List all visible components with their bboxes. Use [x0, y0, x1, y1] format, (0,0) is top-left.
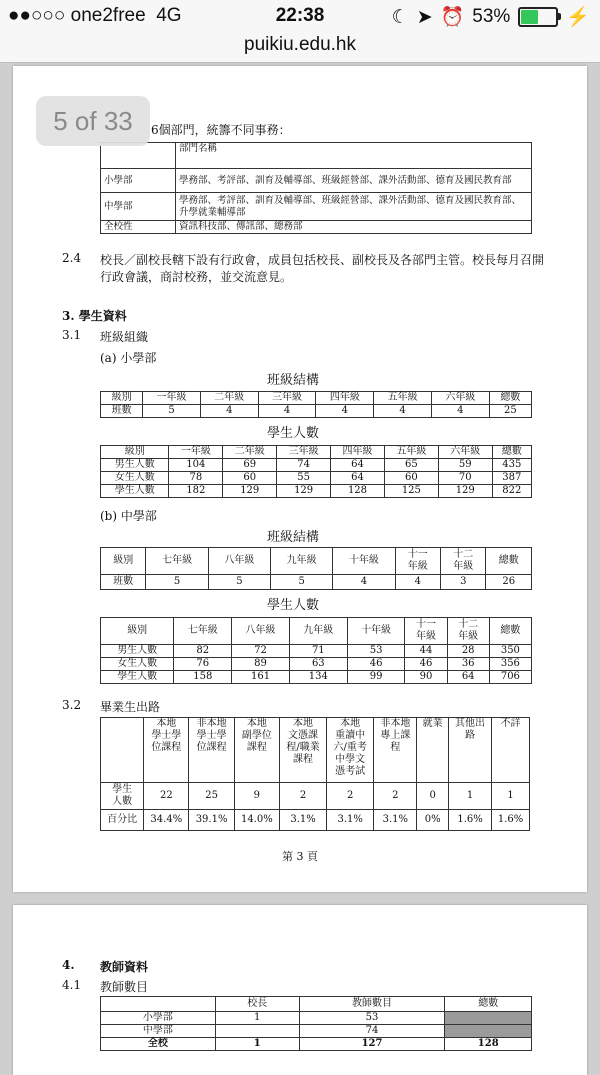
table-cell: 64 — [331, 472, 385, 485]
subsection-title: 畢業生出路 — [100, 700, 161, 714]
table-cell: 4 — [333, 575, 395, 590]
table-cell: 36 — [447, 658, 489, 671]
table-cell: 90 — [405, 671, 447, 684]
table-cell: 非本地 學士學 位課程 — [189, 718, 234, 783]
table-cell: 1.6% — [448, 810, 491, 831]
table-cell: 9 — [234, 783, 279, 810]
dept-row-value: 學務部、考評部、訓育及輔導部、班級經營部、課外活動部、德育及國民教育部、升學就業輔導部 — [176, 193, 532, 221]
table-cell: 63 — [289, 658, 347, 671]
table-cell: 級別 — [101, 446, 169, 459]
table-cell: 十一 年級 — [395, 548, 440, 575]
table-cell: 三年級 — [258, 392, 316, 405]
table-cell: 69 — [223, 459, 277, 472]
table-row — [101, 645, 532, 658]
table-cell — [101, 718, 144, 783]
table-cell: 學生人數 — [101, 671, 174, 684]
table-cell: 1 — [448, 783, 491, 810]
table-row — [101, 575, 532, 590]
table-cell — [445, 1025, 532, 1038]
intro-text: 6個部門，統籌不同事務： — [151, 123, 291, 137]
secondary-class-title: 班級結構 — [266, 530, 319, 545]
table-row — [101, 1025, 532, 1038]
alarm-clock-icon: ⏰ — [440, 7, 465, 28]
table-row — [101, 1012, 532, 1025]
table-header-row — [101, 718, 530, 783]
primary-student-title: 學生人數 — [266, 426, 319, 441]
table-cell: 822 — [492, 485, 531, 498]
table-cell: 班數 — [101, 575, 146, 590]
table-cell: 60 — [384, 472, 438, 485]
table-cell: 男生人數 — [101, 459, 169, 472]
table-cell: 5 — [143, 405, 201, 418]
table-cell: 四年級 — [331, 446, 385, 459]
table-cell: 387 — [492, 472, 531, 485]
table-cell: 八年級 — [208, 548, 270, 575]
table-cell: 25 — [189, 783, 234, 810]
table-cell: 不詳 — [492, 718, 530, 783]
table-cell: 級別 — [101, 392, 143, 405]
charging-bolt-icon: ⚡ — [566, 7, 590, 28]
table-cell: 一年級 — [169, 446, 223, 459]
secondary-student-title: 學生人數 — [266, 598, 319, 613]
table-cell: 其他出 路 — [448, 718, 491, 783]
table-header-row — [101, 446, 532, 459]
table-cell: 2 — [374, 783, 417, 810]
secondary-label: (b) 中學部 — [100, 509, 157, 523]
table-cell: 158 — [174, 671, 232, 684]
primary-class-title: 班級結構 — [266, 373, 319, 388]
table-row — [101, 671, 532, 684]
table-cell: 1 — [215, 1038, 299, 1051]
table-cell: 七年級 — [174, 618, 232, 645]
table-cell: 校長 — [215, 997, 299, 1012]
table-cell: 59 — [438, 459, 492, 472]
table-header-row — [101, 392, 532, 405]
address-bar[interactable] — [0, 32, 600, 63]
table-cell: 44 — [405, 645, 447, 658]
table-cell: 46 — [347, 658, 405, 671]
subsection-number: 4.1 — [62, 978, 82, 992]
table-cell: 小學部 — [101, 1012, 216, 1025]
table-cell: 級別 — [101, 548, 146, 575]
battery-percent: 53% — [472, 6, 511, 27]
table-cell: 就業 — [417, 718, 449, 783]
table-cell: 總數 — [492, 446, 531, 459]
carrier-name: ●●○○○ one2free — [8, 5, 146, 26]
table-cell: 14.0% — [234, 810, 279, 831]
table-cell: 70 — [438, 472, 492, 485]
table-cell: 本地 學士學 位課程 — [144, 718, 189, 783]
table-cell: 十一 年級 — [405, 618, 447, 645]
table-cell: 女生人數 — [101, 472, 169, 485]
table-cell: 5 — [271, 575, 333, 590]
subsection-title: 班級組織 — [100, 330, 149, 344]
table-cell: 4 — [431, 405, 489, 418]
dept-row-value: 學務部、考評部、訓育及輔導部、班級經營部、課外活動部、德育及國民教育部 — [176, 169, 532, 193]
table-cell — [445, 1012, 532, 1025]
table-row — [101, 783, 530, 810]
table-cell: 5 — [146, 575, 208, 590]
table-cell: 64 — [331, 459, 385, 472]
table-cell: 中學部 — [101, 1025, 216, 1038]
dept-header: 部門名稱 — [176, 143, 532, 169]
table-cell: 二年級 — [200, 392, 258, 405]
table-row — [101, 405, 532, 418]
table-cell: 本地 副學位 課程 — [234, 718, 279, 783]
table-cell: 4 — [258, 405, 316, 418]
table-cell: 26 — [486, 575, 532, 590]
table-cell: 129 — [223, 485, 277, 498]
table-cell: 百分比 — [101, 810, 144, 831]
table-cell: 十二 年級 — [447, 618, 489, 645]
table-row — [101, 810, 530, 831]
table-cell: 350 — [489, 645, 531, 658]
table-cell: 五年級 — [384, 446, 438, 459]
primary-student-table — [100, 445, 532, 498]
table-cell: 76 — [174, 658, 232, 671]
primary-class-table — [100, 391, 532, 418]
table-cell: 65 — [384, 459, 438, 472]
location-arrow-icon: ➤ — [416, 6, 433, 28]
table-cell: 總數 — [445, 997, 532, 1012]
url-text: puikiu.edu.hk — [244, 34, 356, 55]
table-cell: 總數 — [486, 548, 532, 575]
table-cell: 78 — [169, 472, 223, 485]
table-cell: 3.1% — [327, 810, 374, 831]
table-cell: 4 — [374, 405, 432, 418]
table-cell: 1 — [492, 783, 530, 810]
table-cell: 本地 重讀中 六/重考 中學文 憑考試 — [327, 718, 374, 783]
subsection-number: 3.1 — [62, 328, 82, 342]
table-cell: 班數 — [101, 405, 143, 418]
table-row — [101, 485, 532, 498]
table-cell: 4 — [395, 575, 440, 590]
teacher-table — [100, 996, 532, 1051]
table-cell: 男生人數 — [101, 645, 174, 658]
table-cell: 0 — [417, 783, 449, 810]
table-cell: 總數 — [489, 618, 531, 645]
table-row — [101, 1038, 532, 1051]
secondary-student-table — [100, 617, 532, 684]
table-cell: 十年級 — [347, 618, 405, 645]
table-cell: 3.1% — [374, 810, 417, 831]
item-text-line2: 行政會議，商討校務，並交流意見。 — [100, 270, 293, 284]
dept-row-name: 全校性 — [101, 221, 176, 234]
table-cell: 2 — [279, 783, 326, 810]
page-footer: 第 3 頁 — [282, 850, 318, 863]
table-cell: 46 — [405, 658, 447, 671]
table-cell: 2 — [327, 783, 374, 810]
table-cell: 25 — [489, 405, 531, 418]
table-cell: 六年級 — [431, 392, 489, 405]
section-title: 教師資料 — [100, 960, 149, 974]
battery-icon — [518, 7, 558, 27]
table-cell: 七年級 — [146, 548, 208, 575]
secondary-class-table — [100, 547, 532, 590]
table-cell: 三年級 — [277, 446, 331, 459]
table-cell: 435 — [492, 459, 531, 472]
primary-label: (a) 小學部 — [100, 351, 157, 365]
table-cell: 全校 — [101, 1038, 216, 1051]
table-cell: 82 — [174, 645, 232, 658]
table-cell: 九年級 — [289, 618, 347, 645]
table-header-row — [101, 548, 532, 575]
table-cell: 99 — [347, 671, 405, 684]
table-cell: 學生人數 — [101, 485, 169, 498]
table-cell: 74 — [299, 1025, 445, 1038]
table-cell: 356 — [489, 658, 531, 671]
page-indicator: 5 of 33 — [36, 96, 150, 146]
status-bar — [0, 0, 600, 32]
table-cell: 74 — [277, 459, 331, 472]
item-text-line1: 校長／副校長轄下設有行政會，成員包括校長、副校長及各部門主管。校長每月召開 — [100, 253, 545, 267]
item-number: 2.4 — [62, 251, 82, 265]
department-table — [100, 142, 532, 234]
pdf-page — [13, 66, 587, 892]
table-cell: 71 — [289, 645, 347, 658]
table-cell: 72 — [232, 645, 290, 658]
table-cell: 3 — [441, 575, 486, 590]
table-cell: 182 — [169, 485, 223, 498]
table-header-row — [101, 997, 532, 1012]
table-cell: 總數 — [489, 392, 531, 405]
table-cell: 60 — [223, 472, 277, 485]
table-cell: 一年級 — [143, 392, 201, 405]
table-cell: 二年級 — [223, 446, 277, 459]
table-cell: 六年級 — [438, 446, 492, 459]
table-cell: 學生 人數 — [101, 783, 144, 810]
table-cell: 4 — [316, 405, 374, 418]
table-cell: 104 — [169, 459, 223, 472]
table-cell: 十年級 — [333, 548, 395, 575]
table-cell: 教師數目 — [299, 997, 445, 1012]
table-cell: 706 — [489, 671, 531, 684]
table-cell: 女生人數 — [101, 658, 174, 671]
table-cell: 55 — [277, 472, 331, 485]
table-cell: 0% — [417, 810, 449, 831]
subsection-number: 3.2 — [62, 698, 82, 712]
table-cell: 本地 文憑課 程/職業 課程 — [279, 718, 326, 783]
table-cell: 129 — [438, 485, 492, 498]
table-cell: 4 — [200, 405, 258, 418]
table-cell — [215, 1025, 299, 1038]
table-cell: 3.1% — [279, 810, 326, 831]
table-cell: 89 — [232, 658, 290, 671]
section-title: 3. 學生資料 — [62, 309, 127, 323]
table-cell: 134 — [289, 671, 347, 684]
table-cell: 1.6% — [492, 810, 530, 831]
table-cell: 53 — [347, 645, 405, 658]
table-cell: 1 — [215, 1012, 299, 1025]
table-cell: 級別 — [101, 618, 174, 645]
table-cell: 125 — [384, 485, 438, 498]
table-header-row — [101, 618, 532, 645]
pdf-page — [13, 905, 587, 1075]
table-cell: 5 — [208, 575, 270, 590]
table-cell — [101, 997, 216, 1012]
table-cell: 28 — [447, 645, 489, 658]
table-cell: 九年級 — [271, 548, 333, 575]
table-cell: 四年級 — [316, 392, 374, 405]
moon-icon: ☾ — [391, 6, 409, 28]
table-cell: 八年級 — [232, 618, 290, 645]
table-cell: 34.4% — [144, 810, 189, 831]
table-cell: 127 — [299, 1038, 445, 1051]
table-cell: 64 — [447, 671, 489, 684]
clock: 22:38 — [275, 5, 325, 26]
network-type: 4G — [156, 5, 182, 26]
table-cell: 129 — [277, 485, 331, 498]
table-cell: 128 — [331, 485, 385, 498]
table-cell: 161 — [232, 671, 290, 684]
table-cell: 非本地 專上課 程 — [374, 718, 417, 783]
subsection-title: 教師數目 — [100, 980, 149, 994]
table-cell: 22 — [144, 783, 189, 810]
table-cell: 39.1% — [189, 810, 234, 831]
table-cell: 53 — [299, 1012, 445, 1025]
table-cell: 十二 年級 — [441, 548, 486, 575]
graduates-table — [100, 717, 530, 831]
table-cell: 五年級 — [374, 392, 432, 405]
table-row — [101, 472, 532, 485]
dept-row-name: 小學部 — [101, 169, 176, 193]
table-cell: 128 — [445, 1038, 532, 1051]
table-row — [101, 459, 532, 472]
dept-row-value: 資訊科技部、傳訊部、總務部 — [176, 221, 532, 234]
table-row — [101, 658, 532, 671]
section-number: 4. — [62, 958, 75, 972]
dept-row-name: 中學部 — [101, 193, 176, 221]
